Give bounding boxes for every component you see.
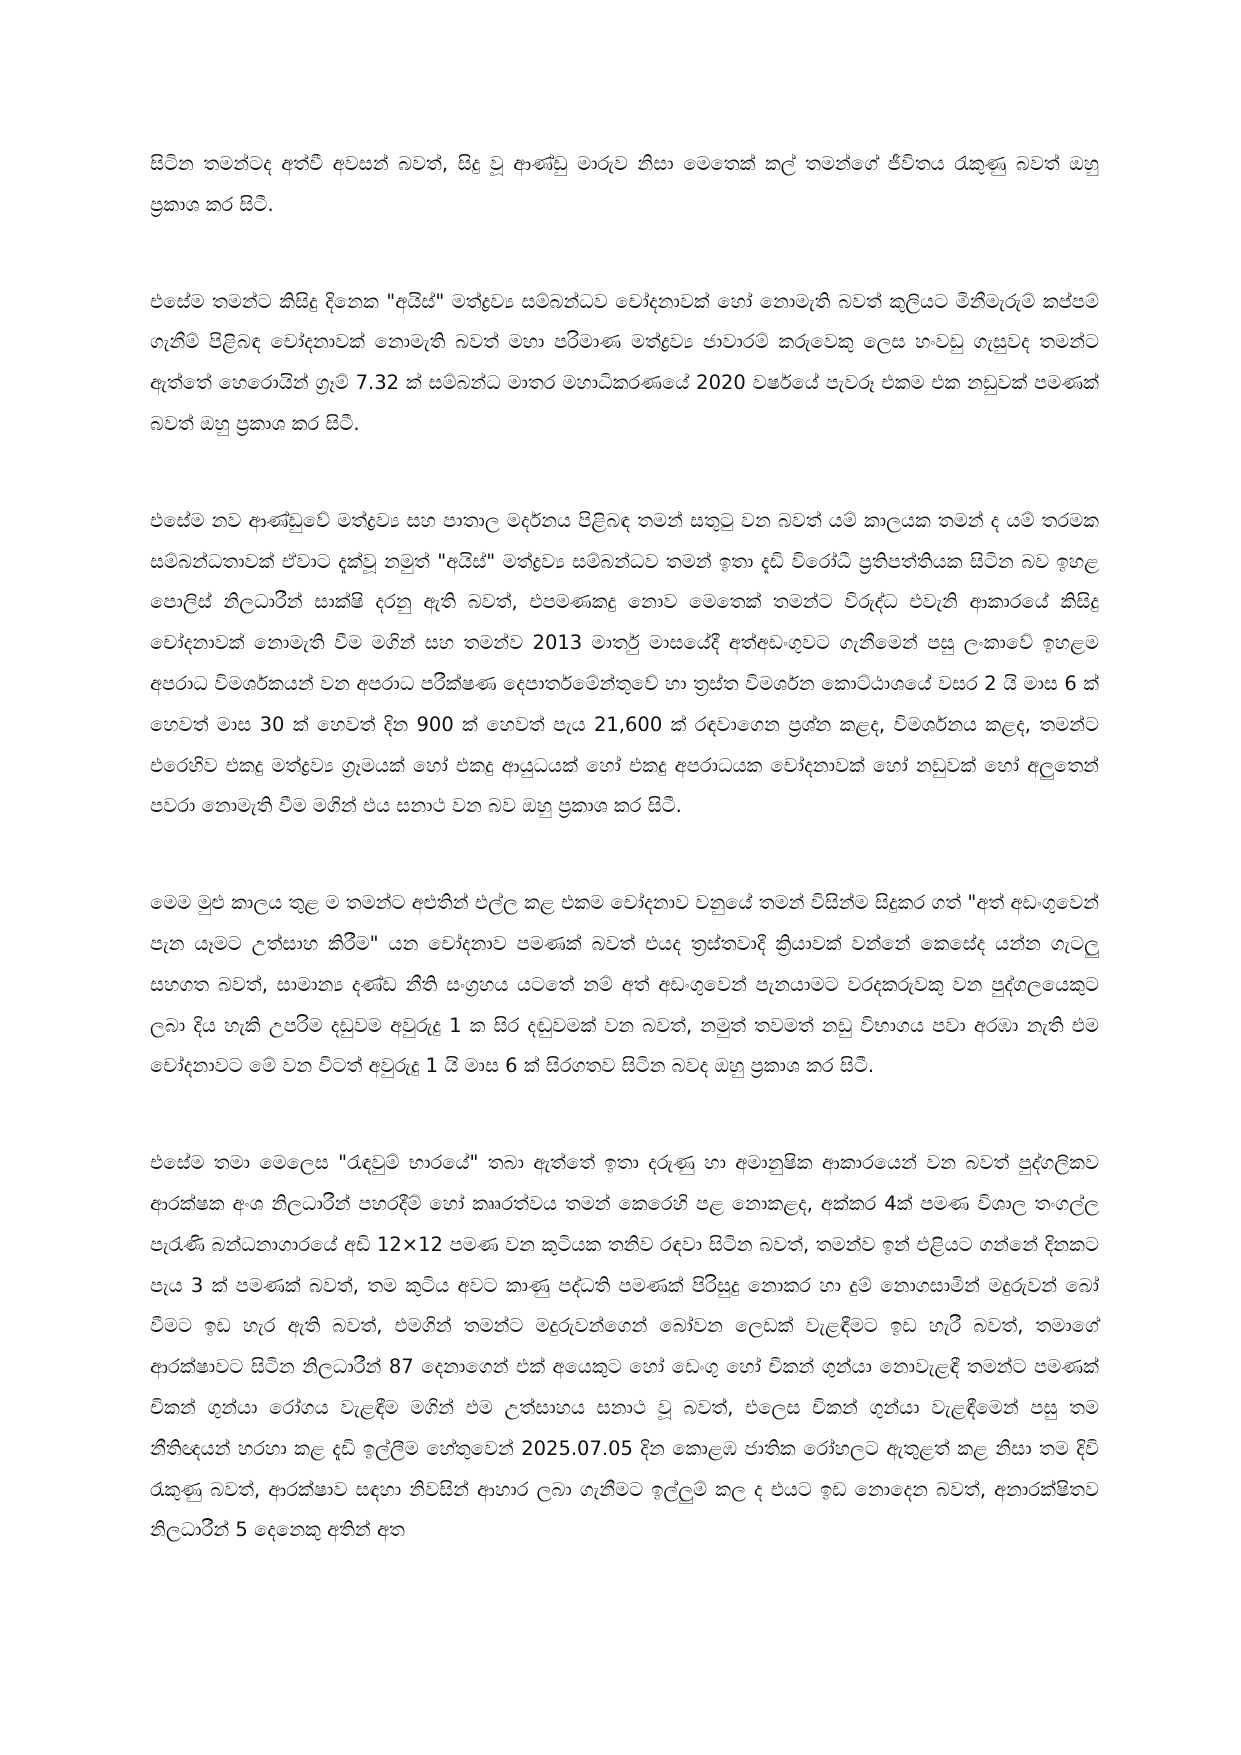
paragraph-3: එසේම නව ආණ්ඩුවේ මත්ද්‍රව්‍ය සහ පාතාල මර්දනය පිළිබඳ තමන් සතුටු වන බවත් යම් කාලයක තමන් ද යම් තරමක සම්බන්ධතාවක් ඒවාට දැක්වූ නමුත් "අයිස්" මත්ද්‍රව්‍ය සම්බන්ධව තමන් ඉතා දැඩි විරෝධී ප්‍රතිපත්තියක සිටින බව ඉහළ පොලිස් නිලධාරීන් සාක්ෂි දරනු ඇති බවත්, එපමණකදු නොව මෙතෙක් තමන්ට විරුද්ධ එවැනි ආකාරයේ කිසිදු චෝදනාවක් නොමැති වීම මගින් සහ තමන්ව 2013 මාර්තු මාසයේදී අත්අඩංගුවට ගැනීමෙන් පසු ලංකාවේ ඉහළම අපරාධ විමර්ශකයන් වන අපරාධ පරීක්ෂණ දෙපාර්තමේන්තුවේ හා ත්‍රස්ත විමර්ශන කොට්ඨාශයේ වසර 2 යි මාස 6 ක් හෙවත් මාස 30 ක් හෙවත් දින 900 ක් හෙවත් පැය 21,600 ක් රඳවාගෙන ප්‍රශ්න කළද, විමර්ශනය කළද, තමන්ට එරෙහිව එකදු මත්ද්‍රව්‍ය ග්‍රෑමයක් හෝ එකදු ආයුධයක් හෝ එකදු අපරාධයක චෝදනාවක් හෝ නඩුවක් හෝ අලුතෙන් පවරා නොමැති වීම මගින් එය සනාථ වන බව ඔහු ප්‍රකාශ කර සිටී.: [150, 508, 1099, 818]
paragraph-2: එසේම තමන්ට කිසිදු දිනෙක "අයිස්" මත්ද්‍රව්‍ය සම්බන්ධව චෝදනාවක් හෝ නොමැති බවත් කුලියට මිනීමැරුම් කප්පම් ගැනීම් පිළිබඳ චෝදනාවක් නොමැති බවත් මහා පරිමාණ මත්ද්‍රව්‍ය ජාවාරම් කරුවෙකු ලෙස හංවඩු ගැසුවද තමන්ට ඇත්තේ හෙරොයින් ග්‍රෑම් 7.32 ක් සම්බන්ධ මාතර මහාධිකරණයේ 2020 වර්ෂයේ පැවරූ එකම එක නඩුවක් පමණක් බවත් ඔහු ප්‍රකාශ කර සිටී.: [150, 289, 1099, 435]
paragraph-5: එසේම තමා මෙලෙස "රැඳවුම් භාරයේ" තබා ඇත්තේ ඉතා දරුණු හා අමානුෂික ආකාරයෙන් වන බවත් පුද්ගලිකව ආරක්ෂක අංශ නිලධාරීන් පහරදීම් හෝ කෲරත්වය තමන් කෙරෙහි පළ නොකළද, අක්කර 4ක් පමණ විශාල තංගල්ල පැරැණි බන්ධනාගාරයේ අඩි 12×12 පමණ වන කුටියක තනිව රඳවා සිටින බවත්, තමන්ව ඉන් එළියට ගන්නේ දිනකට පැය 3 ක් පමණක් බවත්, තම කුටිය අවට කාණු පද්ධති පමණක් පිරිසුදු නොකර හා දුම් නොගසාමින් මදුරුවන් බෝ වීමට ඉඩ හැර ඇති බවත්, එමගින් තමන්ට මදුරුවන්ගෙන් බෝවන ලෙඩක් වැළඳීමට ඉඩ හැරී බවත්, තමාගේ ආරක්ෂාවට සිටින නිලධාරීන් 87 දෙනාගෙන් එක් අයෙකුට හෝ ඩෙංගු හෝ චිකන් ගුන්යා නොවැළඳී තමන්ට පමණක් චිකන් ගුන්යා රෝගය වැළඳීම මගින් එම උත්සාහය සනාථ වූ බවත්, එලෙස චිකන් ගුන්යා වැළඳීමෙන් පසු තම නීතිඥයන් හරහා කළ දැඩි ඉල්ලීම හේතුවෙන් 2025.07.05 දින කොළඹ ජාතික රෝහලට ඇතුළත් කළ නිසා තම දිවි රැකුණු බවත්, ආරක්ෂාව සඳහා නිවසින් ආහාර ලබා ගැනීමට ඉල්ලුම් කල ද එයට ඉඩ නොදෙන බවත්, අනාරක්ෂිතව නිලධාරීන් 5 දෙනෙකු අතින් අත: [150, 1151, 1099, 1542]
paragraph-4: මෙම මුළු කාලය තුළ ම තමන්ට අළුතින් එල්ල කළ එකම චෝදනාව වනුයේ තමන් විසින්ම සිදුකර ගත් "අත් අඩංගුවෙන් පැන යෑමට උත්සාහ කිරීම" යන චෝදනාව පමණක් බවත් එයද ත්‍රස්තවාදී ක්‍රියාවක් වන්නේ කෙසේද යන්න ගැටලු සහගත බවත්, සාමාන්‍ය දණ්ඩ නීති සංග්‍රහය යටතේ නම් අත් අඩංගුවෙන් පැනයාමට වරදකරුවකු වන පුද්ගලයෙකුට ලබා දිය හැකි උපරිම දඩුවම අවුරුදු 1 ක සිර දඬුවමක් වන බවත්, නමුත් තවමත් නඩු විභාගය පවා අරඹා නැති එම චෝදනාවට මේ වන විටත් අවුරුදු 1 යි මාස 6 ක් සිරගතව සිටින බවද ඔහු ප්‍රකාශ කර සිටී.: [150, 891, 1099, 1078]
paragraph-1: සිටින තමන්ටද අත්වී අවසන් බවත්, සිදු වූ ආණ්ඩු මාරුව නිසා මෙතෙක් කල් තමන්ගේ ජීවිතය රැකුණු බවත් ඔහු ප්‍රකාශ කර සිටී.: [150, 152, 1099, 216]
